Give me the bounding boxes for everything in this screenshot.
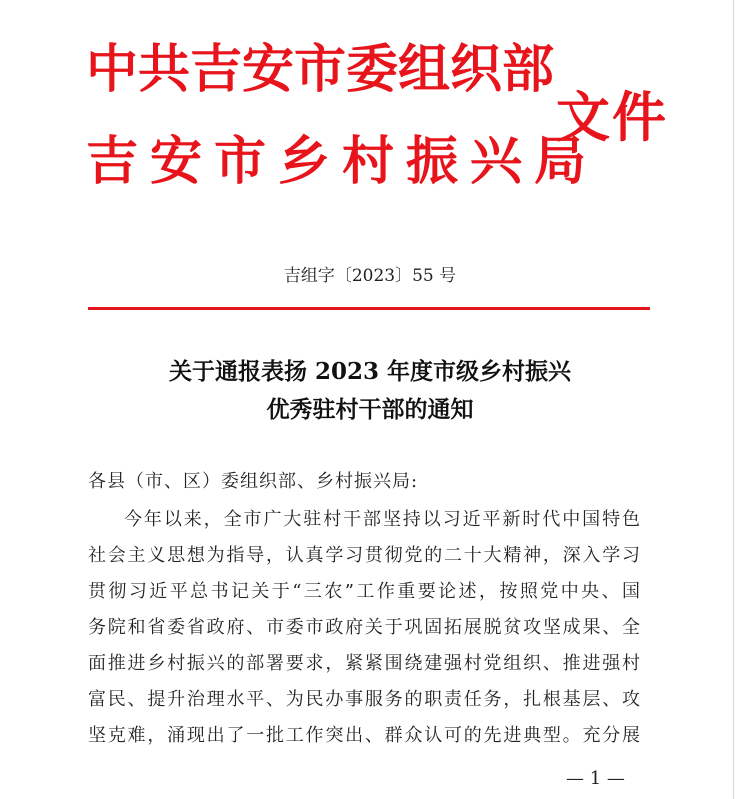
body-line: 社会主义思想为指导，认真学习贯彻党的二十大精神，深入学习 [88, 545, 640, 566]
document-label: 文件 [556, 86, 668, 149]
body-line: 今年以来，全市广大驻村干部坚持以习近平新时代中国特色 [124, 509, 640, 530]
issuer-line-1: 中共吉安市委组织部 [86, 40, 555, 100]
document-number: 吉组字〔2023〕55 号 [283, 266, 457, 286]
addressee: 各县（市、区）委组织部、乡村振兴局: [88, 471, 419, 492]
red-separator-line [88, 307, 650, 310]
title-line-2: 优秀驻村干部的通知 [266, 396, 474, 423]
page-number: — 1 — [566, 768, 625, 789]
body-line: 面推进乡村振兴的部署要求，紧紧围绕建强村党组织、推进强村 [88, 653, 640, 674]
title-line-1: 关于通报表扬 2023 年度市级乡村振兴 [168, 358, 572, 385]
body-line: 务院和省委省政府、市委市政府关于巩固拓展脱贫攻坚成果、全 [88, 617, 640, 638]
body-line: 富民、提升治理水平、为民办事服务的职责任务，扎根基层、攻 [88, 689, 640, 710]
body-line: 坚克难，涌现出了一批工作突出、群众认可的先进典型。充分展 [88, 725, 640, 746]
issuer-line-2: 吉安市乡村振兴局 [86, 132, 599, 192]
body-line: 贯彻习近平总书记关于“三农”工作重要论述，按照党中央、国 [88, 581, 640, 602]
